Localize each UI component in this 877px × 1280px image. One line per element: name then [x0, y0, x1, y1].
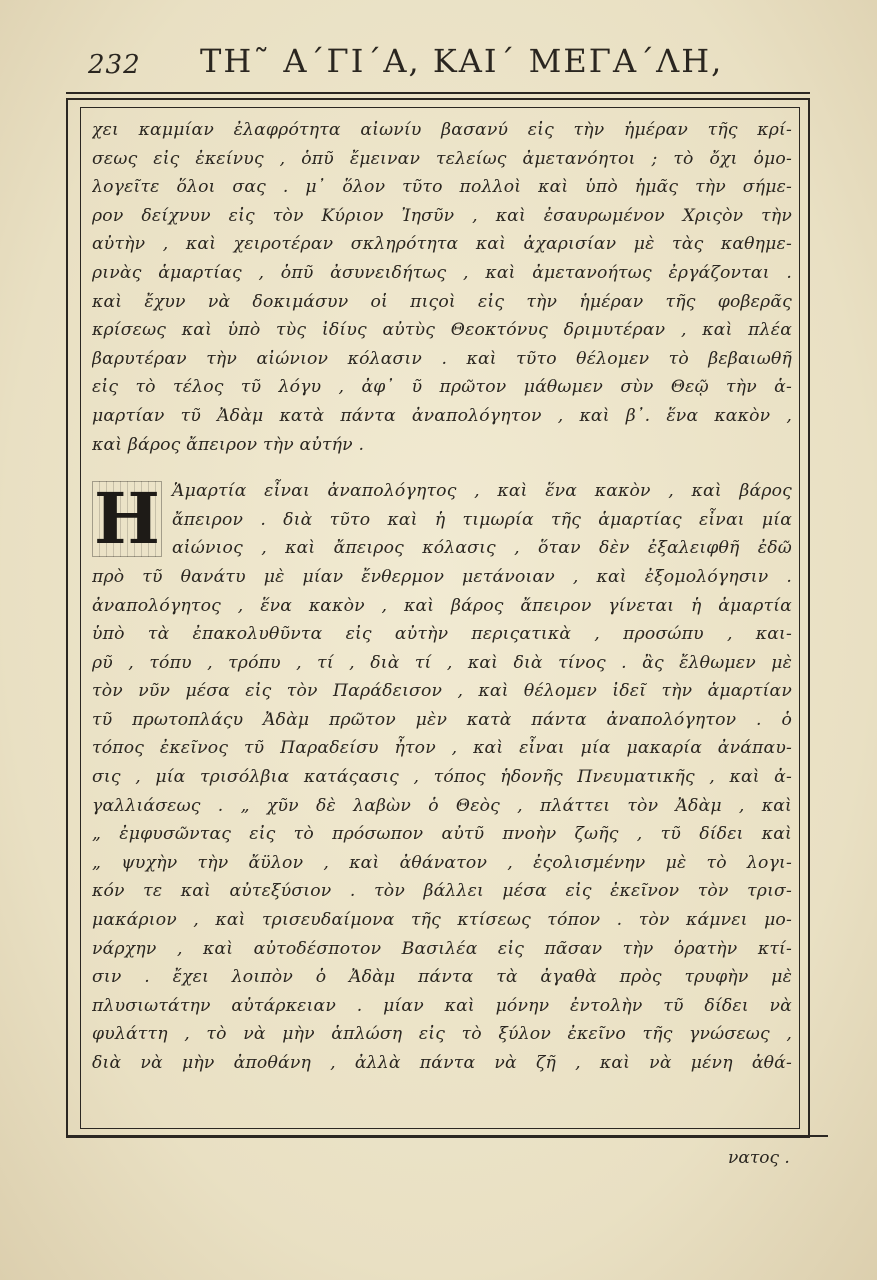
paragraph-gap — [92, 459, 792, 477]
text-line: σιν . ἔχει λοιπὸν ὁ Ἀδὰμ πάντα τὰ ἀγαθὰ πρὸς τρυφὴν μὲ — [92, 967, 792, 988]
running-head — [88, 42, 808, 92]
text-line: μακάριον , καὶ τρισευδαίμονα τῆς κτίσεως τόπον . τὸν κάμνει μο- — [92, 910, 792, 931]
text-line: διὰ νὰ μὴν ἀποθάνη , ἀλλὰ πάντα νὰ ζῆ , καὶ νὰ μένη ἀθά- — [92, 1053, 792, 1073]
text-line: λογεῖτε ὅλοι σας . μ᾽ ὅλον τῦτο πολλοὶ καὶ ὑπὸ ἡμᾶς τὴν σήμε- — [92, 177, 792, 198]
text-line: φυλάττη , τὸ νὰ μὴν ἁπλώση εἰς τὸ ξύλον ἐκεῖνο τῆς γνώσεως , — [92, 1024, 792, 1045]
text-line: τῦ πρωτοπλάςυ Ἀδὰμ πρῶτον μὲν κατὰ πάντα ἀναπολόγητον . ὁ — [92, 709, 792, 730]
text-line: χει καμμίαν ἐλαφρότητα αἰωνίυ βασανύ εἰς τὴν ἡμέραν τῆς κρί- — [92, 120, 792, 140]
text-line: καὶ βάρος ἄπειρον τὴν αὐτήν . — [92, 434, 365, 455]
decorated-initial: Η — [93, 477, 161, 561]
running-title: ΤΗ˜ Α΄ΓΙ΄Α, ΚΑΙ΄ ΜΕΓΑ΄ΛΗ, — [200, 42, 724, 80]
text-line: τὸν νῦν μέσα εἰς τὸν Παράδεισον , καὶ θέλομεν ἰδεῖ τὴν ἁμαρτίαν — [92, 681, 792, 702]
bottom-rule — [66, 1135, 828, 1137]
paragraph-1 — [92, 116, 792, 459]
text-line: „ ἐμφυσῶντας εἰς τὸ πρόσωπον αὐτῦ πνοὴν ζωῆς , τῦ δίδει καὶ — [92, 824, 792, 845]
text-line: ρον δείχνυν εἰς τὸν Κύριον Ἰησῦν , καὶ ἐσαυρωμένον Χριςὸν τὴν — [92, 205, 792, 226]
text-line: εἰς τὸ τέλος τῦ λόγυ , ἀφ᾽ ῦ πρῶτον μάθωμεν σὺν Θεῷ τὴν ἁ- — [92, 377, 792, 398]
text-line: Ἁμαρτία εἶναι ἀναπολόγητος , καὶ ἕνα κακὸν , καὶ βάρος — [172, 481, 792, 502]
text-line: πρὸ τῦ θανάτυ μὲ μίαν ἔνθερμον μετάνοιαν , καὶ ἐξομολόγησιν . — [92, 566, 792, 587]
text-line: πλυσιωτάτην αὐτάρκειαν . μίαν καὶ μόνην ἐντολὴν τῦ δίδει νὰ — [92, 995, 792, 1016]
text-line: κόν τε καὶ αὐτεξύσιον . τὸν βάλλει μέσα εἰς ἐκεῖνον τὸν τρισ- — [92, 881, 792, 902]
text-line: σις , μία τρισόλβια κατάςασις , τόπος ἡδονῆς Πνευματικῆς , καὶ ἀ- — [92, 767, 792, 788]
text-line: ρῦ , τόπυ , τρόπυ , τί , διὰ τί , καὶ διὰ τίνος . ἂς ἔλθωμεν μὲ — [92, 652, 792, 673]
catchword: νατος . — [728, 1148, 790, 1168]
text-line: γαλλιάσεως . „ χῦν δὲ λαβὼν ὁ Θεὸς , πλάττει τὸν Ἀδὰμ , καὶ — [92, 795, 792, 816]
text-line: νάρχην , καὶ αὐτοδέσποτον Βασιλέα εἰς πᾶσαν τὴν ὁρατὴν κτί- — [92, 938, 792, 959]
text-line: μαρτίαν τῦ Ἀδὰμ κατὰ πάντα ἀναπολόγητον , καὶ β᾽. ἕνα κακὸν , — [92, 405, 792, 426]
paragraph-2 — [92, 477, 792, 1077]
text-line: „ ψυχὴν τὴν ἄϋλον , καὶ ἀθάνατον , ἐςολισμένην μὲ τὸ λογι- — [92, 852, 792, 873]
page-number: 232 — [88, 50, 141, 80]
text-line: ρινὰς ἁμαρτίας , ὁπῦ ἀσυνειδήτως , καὶ ἀμετανοήτως ἐργάζονται . — [92, 262, 792, 283]
text-line: ἀναπολόγητος , ἕνα κακὸν , καὶ βάρος ἄπειρον γίνεται ἡ ἁμαρτία — [92, 595, 792, 616]
text-line: αἰώνιος , καὶ ἄπειρος κόλασις , ὅταν δὲν ἐξαλειφθῆ ἐδῶ — [172, 538, 792, 559]
text-line: ὑπὸ τὰ ἐπακολυθῦντα εἰς αὐτὴν περιςατικὰ , προσώπυ , και- — [92, 624, 792, 645]
text-line: αὐτὴν , καὶ χειροτέραν σκληρότητα καὶ ἀχαρισίαν μὲ τὰς καθημε- — [92, 234, 792, 255]
text-line: καὶ ἔχυν νὰ δοκιμάσυν οἱ πιςοὶ εἰς τὴν ἡμέραν τῆς φοβερᾶς — [92, 291, 792, 312]
text-line: τόπος ἐκεῖνος τῦ Παραδείσυ ἦτον , καὶ εἶναι μία μακαρία ἀνάπαυ- — [92, 738, 792, 759]
body-text — [92, 116, 792, 1126]
top-rule — [66, 92, 810, 94]
text-line: σεως εἰς ἐκείνυς , ὁπῦ ἔμειναν τελείως ἀμετανόητοι ; τὸ ὄχι ὁμο- — [92, 148, 792, 169]
text-line: βαρυτέραν τὴν αἰώνιον κόλασιν . καὶ τῦτο θέλομεν τὸ βεβαιωθῆ — [92, 348, 792, 369]
text-line: ἄπειρον . διὰ τῦτο καὶ ἡ τιμωρία τῆς ἁμαρτίας εἶναι μία — [172, 509, 792, 530]
text-line: κρίσεως καὶ ὑπὸ τὺς ἰδίυς αὐτὺς Θεοκτόνυς δριμυτέραν , καὶ πλέα — [92, 320, 792, 341]
